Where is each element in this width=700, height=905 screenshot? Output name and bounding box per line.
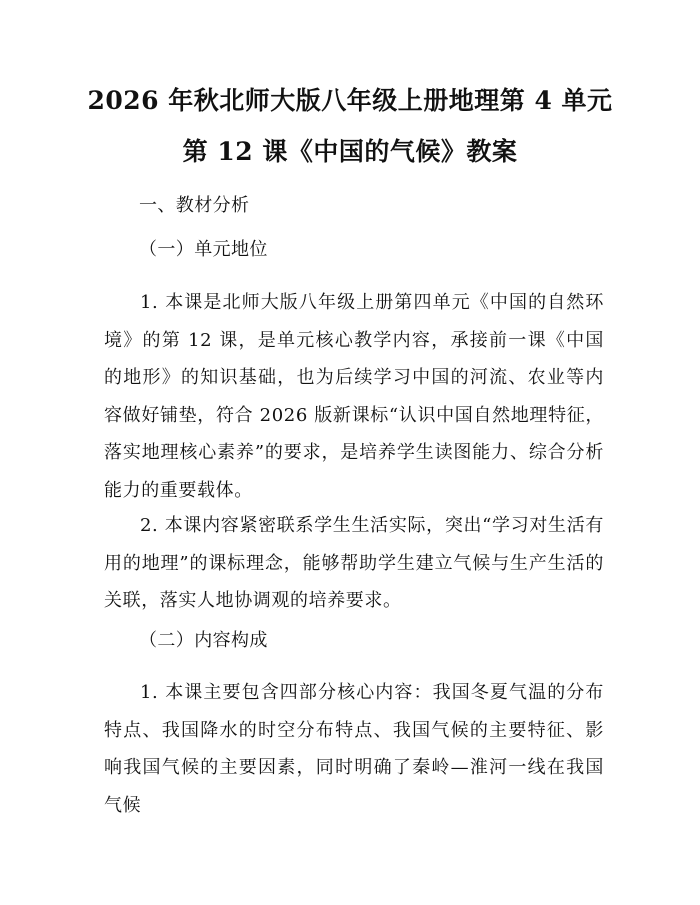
body-paragraph-3: 1. 本课主要包含四部分核心内容：我国冬夏气温的分布特点、我国降水的时空分布特点、我国气候的主要特征、影响我国气候的主要因素，同时明确了秦岭—淮河一线在我国气候 xyxy=(104,682,604,816)
section-heading-textbook-analysis: 一、教材分析 xyxy=(139,195,250,216)
body-paragraph-2: 2. 本课内容紧密联系学生生活实际，突出“学习对生活有用的地理”的课标理念，能够帮助学生建立气候与生产生活的关联，落实人地协调观的培养要求。 xyxy=(104,515,604,611)
subsection-heading-unit-position: （一）单元地位 xyxy=(139,239,268,260)
body-paragraph-1: 1. 本课是北师大版八年级上册第四单元《中国的自然环境》的第 12 课，是单元核心教学内容，承接前一课《中国的地形》的知识基础，也为后续学习中国的河流、农业等内容做好铺垫，符合 2026 版新课标“认识中国自然地理特征，落实地理核心素养”的要求，是培养学生读图能力、综合分析能力的重要载体。 xyxy=(104,292,604,501)
document-title-line-1: 2026 年秋北师大版八年级上册地理第 4 单元 xyxy=(87,86,613,115)
subsection-heading-content-composition: （二）内容构成 xyxy=(139,630,268,651)
document-title-line-2: 第 12 课《中国的气候》教案 xyxy=(182,137,518,166)
